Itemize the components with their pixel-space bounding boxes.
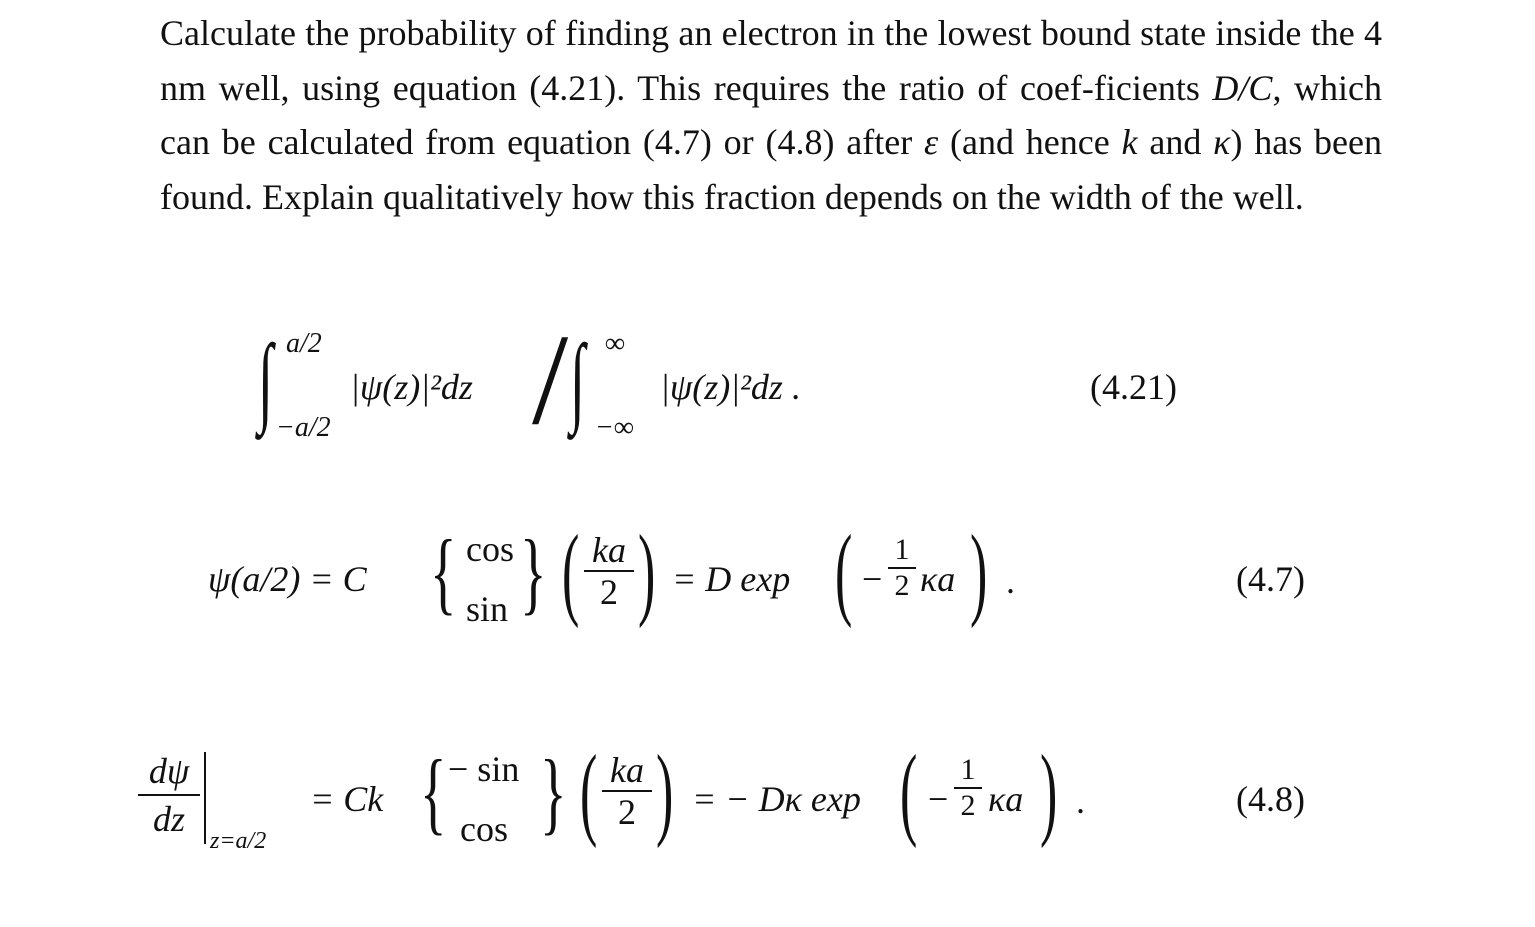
kappa-symbol: κ: [1213, 122, 1231, 162]
ck-term: = Ck: [310, 779, 384, 819]
upper-limit: a/2: [286, 328, 322, 359]
rhs: = − Dκ exp: [692, 779, 861, 819]
lower-limit: −∞: [595, 412, 634, 443]
left-paren: (: [580, 734, 598, 849]
period: .: [1076, 781, 1085, 821]
right-brace: }: [540, 741, 567, 843]
text-part: and: [1137, 122, 1214, 162]
division-slash: /: [532, 308, 569, 452]
kappa-a: κa: [920, 559, 956, 599]
derivative-fraction: $\frac{d\psi}{dz}$: [138, 748, 200, 842]
fraction-ka-2: $\frac{ka}{2}$: [584, 530, 634, 612]
fraction-one-half: $\frac{1}{2}$: [888, 533, 916, 603]
left-brace: {: [420, 741, 447, 843]
k-symbol: k: [1121, 122, 1138, 162]
brace-bottom: cos: [460, 809, 508, 849]
brace-top: cos: [466, 529, 514, 569]
left-paren: (: [562, 514, 580, 629]
integral-sign: ∫: [570, 324, 586, 435]
evaluation-bar: [204, 752, 206, 844]
integral-sign: ∫: [258, 324, 274, 435]
kappa-a: κa: [988, 779, 1024, 819]
equation-number: (4.7): [1236, 559, 1305, 599]
upper-limit: ∞: [605, 328, 625, 359]
right-paren: ): [1040, 734, 1058, 849]
minus-sign: −: [928, 779, 949, 819]
lower-limit: −a/2: [276, 412, 331, 443]
integrand: |ψ(z)|²dz: [350, 367, 473, 407]
equation-number: (4.8): [1236, 779, 1305, 819]
lhs: ψ(a/2) = C: [208, 559, 367, 599]
rhs: = D exp: [672, 559, 791, 599]
left-paren: (: [900, 734, 918, 849]
brace-bottom: sin: [466, 589, 509, 629]
ratio-symbol: D/C: [1212, 67, 1273, 108]
text-part: ) has been found. Explain qualitatively how this fraction depends on the width of the well.: [160, 122, 1383, 217]
right-brace: }: [520, 521, 547, 623]
text-part: (and hence: [938, 122, 1122, 162]
evaluation-point: z=a/2: [210, 828, 267, 854]
problem-text: [160, 6, 1382, 224]
brace-top: − sin: [448, 749, 520, 789]
right-paren: ): [656, 734, 674, 849]
period: .: [1006, 561, 1015, 601]
left-brace: {: [430, 521, 457, 623]
integrand: |ψ(z)|²dz .: [660, 367, 801, 407]
text-part: , which can be calculated from equation (4.7) or (4.8) after: [160, 67, 1382, 162]
text-part: Calculate the probability of finding an electron in the lowest bound state inside the 4 nm well, using equation (4.21). This requires the ratio of coef-ficients: [160, 13, 1382, 108]
fraction-ka-2: $\frac{ka}{2}$: [602, 750, 652, 832]
right-paren: ): [638, 514, 656, 629]
left-paren: (: [835, 514, 853, 629]
right-paren: ): [970, 514, 988, 629]
minus-sign: −: [862, 559, 883, 599]
fraction-one-half: $\frac{1}{2}$: [954, 753, 982, 823]
epsilon-symbol: ε: [924, 122, 939, 162]
equation-number: (4.21): [1090, 367, 1177, 407]
